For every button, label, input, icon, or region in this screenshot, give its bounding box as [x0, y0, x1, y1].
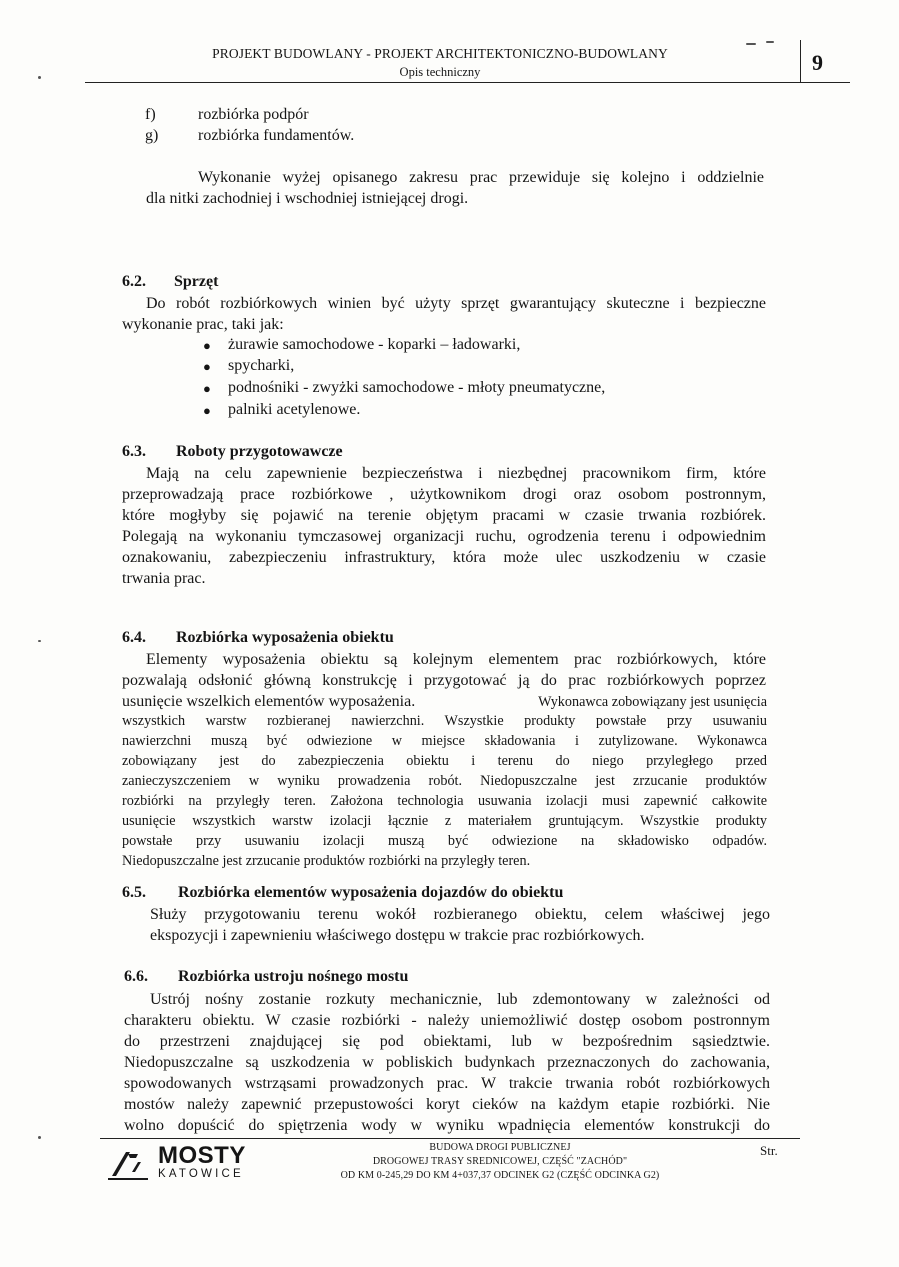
- section-number: 6.3.: [122, 443, 146, 460]
- bullet-icon: ●: [203, 359, 211, 374]
- logo-city: KATOWICE: [158, 1168, 244, 1180]
- footer-page-label: Str.: [760, 1143, 778, 1158]
- paragraph-line: spowodowanych wstrząsami prowadzonych prac. W trakcie trwania robót rozbiórkowych: [124, 1075, 770, 1092]
- paragraph-line: Wykonawca zobowiązany jest usunięcia: [538, 694, 767, 710]
- paragraph-line: wszystkich warstw rozbieranej nawierzchni. Wszystkie produkty powstałe przy usuwaniu: [122, 713, 767, 729]
- section-number: 6.2.: [122, 273, 146, 290]
- footer-line-3: OD KM 0-245,29 DO KM 4+037,37 ODCINEK G2 (CZĘŚĆ ODCINKA G2): [340, 1170, 660, 1181]
- list-item-text: rozbiórka fundamentów.: [198, 127, 355, 144]
- paragraph-line: dla nitki zachodniej i wschodniej istniejącej drogi.: [146, 190, 469, 207]
- logo-name: MOSTY: [158, 1142, 246, 1169]
- section-title: Roboty przygotowawcze: [176, 443, 343, 460]
- paragraph-line: do przestrzeni znajdującej się pod obiektami, lub w bezpośrednim sąsiedztwie.: [124, 1033, 770, 1050]
- paragraph-line: rozbiórki na przyległy teren. Założona technologia usuwania izolacji musi zapewnić całkowite: [122, 793, 767, 809]
- paragraph-line: zanieczyszczeniem w wyniku prowadzenia robót. Niedopuszczalne jest zrzucanie produktów: [122, 773, 767, 789]
- section-title: Rozbiórka elementów wyposażenia dojazdów do obiektu: [178, 884, 564, 901]
- scan-speck: [38, 1136, 41, 1139]
- paragraph-line: Wykonanie wyżej opisanego zakresu prac przewiduje się kolejno i oddzielnie: [198, 169, 764, 186]
- document-header-title: PROJEKT BUDOWLANY - PROJEKT ARCHITEKTONICZNO-BUDOWLANY: [212, 46, 668, 61]
- footer-rule: [100, 1138, 800, 1139]
- paragraph-line: ekspozycji i zapewnieniu właściwego dostępu w trakcie prac rozbiórkowych.: [150, 927, 645, 944]
- paragraph-line: pozwalają odsłonić główną konstrukcję i przygotować ją do prac rozbiórkowych poprzez: [122, 672, 766, 689]
- paragraph-line: Elementy wyposażenia obiektu są kolejnym elementem prac rozbiórkowych, które: [146, 651, 766, 668]
- scan-speck: [38, 76, 41, 79]
- page-number: 9: [812, 50, 823, 75]
- bullet-item: palniki acetylenowe.: [228, 401, 361, 418]
- scan-speck: [38, 640, 41, 642]
- bullet-item: podnośniki - zwyżki samochodowe - młoty pneumatyczne,: [228, 379, 606, 396]
- paragraph-line: przeprowadzają prace rozbiórkowe , użytkownikom drogi oraz osobom postronnym,: [122, 486, 766, 503]
- bullet-icon: ●: [203, 381, 211, 396]
- paragraph-line: wykonanie prac, taki jak:: [122, 316, 284, 333]
- header-page-divider: [800, 40, 801, 82]
- paragraph-line: Służy przygotowaniu terenu wokół rozbieranego obiektu, celem właściwej jego: [150, 906, 770, 923]
- list-item-text: rozbiórka podpór: [198, 106, 309, 123]
- paragraph-line: zobowiązany jest do zabezpieczenia obiektu i terenu do niego przyległego przed: [122, 753, 767, 769]
- scan-speck: [766, 41, 774, 43]
- paragraph-line: powstałe przy usuwaniu izolacji muszą być odwiezione na składowisko odpadów.: [122, 833, 767, 849]
- paragraph-line: Niedopuszczalne są uszkodzenia w pobliskich budynkach przeznaczonych do zachowania,: [124, 1054, 770, 1071]
- paragraph-line: mostów należy zapewnić przepustowości koryt cieków na każdym etapie rozbiórki. Nie: [124, 1096, 770, 1113]
- paragraph-line: Do robót rozbiórkowych winien być użyty sprzęt gwarantujący skuteczne i bezpieczne: [146, 295, 766, 312]
- mosty-logo-icon: [108, 1146, 154, 1182]
- scan-speck: [746, 43, 756, 45]
- section-number: 6.5.: [122, 884, 146, 901]
- paragraph-line: Mają na celu zapewnienie bezpieczeństwa i niezbędnej pracownikom firm, które: [146, 465, 766, 482]
- section-number: 6.6.: [124, 968, 148, 985]
- bullet-item: żurawie samochodowe - koparki – ładowarki,: [228, 336, 521, 353]
- footer-line-2: DROGOWEJ TRASY SREDNICOWEJ, CZĘŚĆ "ZACHÓD": [372, 1156, 628, 1167]
- paragraph-line: wolno dopuścić do spiętrzenia wody w wyniku wpadnięcia elementów konstrukcji do: [124, 1117, 770, 1134]
- document-header-subtitle: Opis techniczny: [399, 65, 481, 79]
- paragraph-line: Polegają na wykonaniu tymczasowej organizacji ruchu, ogrodzenia terenu i odpowiednim: [122, 528, 766, 545]
- footer-line-1: BUDOWA DROGI PUBLICZNEJ: [429, 1142, 571, 1153]
- paragraph-line: usunięcie wszystkich warstw izolacji łącznie z materiałem gruntującym. Wszystkie produkty: [122, 813, 767, 829]
- section-title: Rozbiórka ustroju nośnego mostu: [178, 968, 409, 985]
- paragraph-line: Niedopuszczalne jest zrzucanie produktów rozbiórki na przyległy teren.: [122, 853, 531, 869]
- bullet-item: spycharki,: [228, 357, 295, 374]
- paragraph-line: charakteru obiektu. W czasie rozbiórki - należy uniemożliwić dostęp osobom postronnym: [124, 1012, 770, 1029]
- section-title: Sprzęt: [174, 273, 219, 290]
- bullet-icon: ●: [203, 403, 211, 418]
- header-rule: [85, 82, 850, 83]
- paragraph-line: oznakowaniu, zabezpieczeniu infrastruktury, która może ulec uszkodzeniu w czasie: [122, 549, 766, 566]
- paragraph-line: nawierzchni muszą być odwiezione w miejsce składowania i zutylizowane. Wykonawca: [122, 733, 767, 749]
- section-title: Rozbiórka wyposażenia obiektu: [176, 629, 394, 646]
- paragraph-line: które mogłyby się pojawić na terenie objętym pracami w czasie trwania rozbiórek.: [122, 507, 766, 524]
- bullet-icon: ●: [203, 338, 211, 353]
- section-number: 6.4.: [122, 629, 146, 646]
- paragraph-line: trwania prac.: [122, 570, 206, 587]
- list-item-label: g): [145, 127, 159, 144]
- list-item-label: f): [145, 106, 156, 123]
- paragraph-line: usunięcie wszelkich elementów wyposażenia.: [122, 693, 416, 710]
- paragraph-line: Ustrój nośny zostanie rozkuty mechanicznie, lub zdemontowany w zależności od: [150, 991, 770, 1008]
